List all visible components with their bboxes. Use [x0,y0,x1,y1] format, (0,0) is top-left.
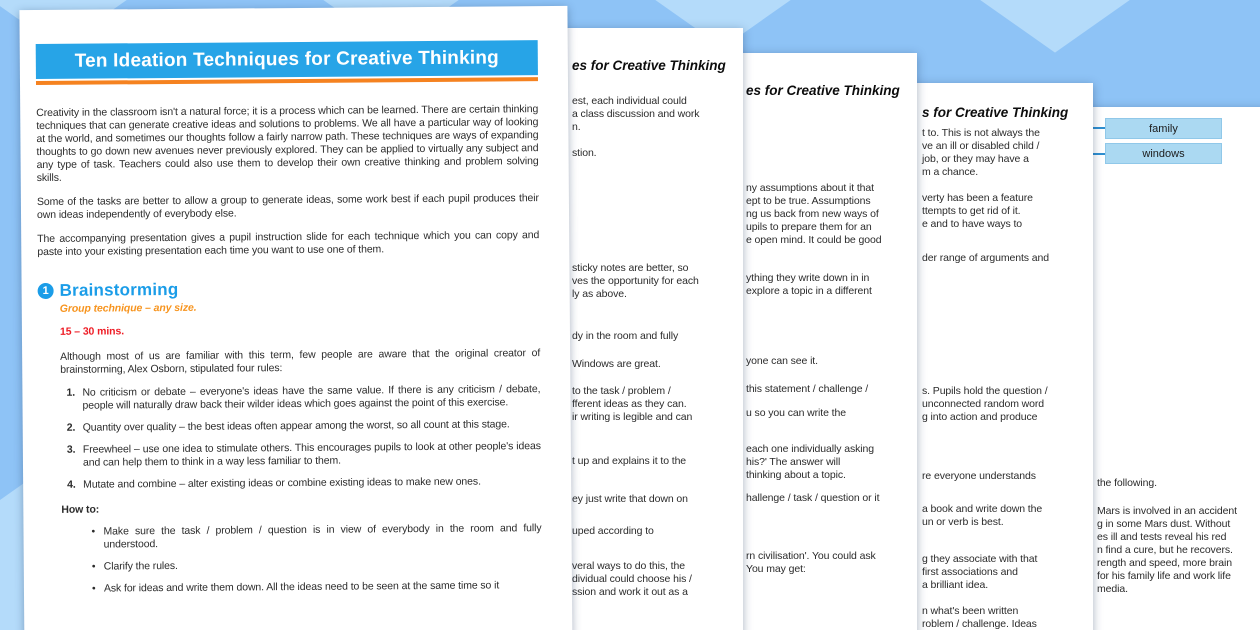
page-title-fragment: s for Creative Thinking [922,105,1069,120]
text-fragment: each one individually asking [746,443,874,455]
text-fragment: est, each individual could [572,95,687,107]
rule-item: Quantity over quality – the best ideas often appear among the worst, so all count at this stage. [82,418,510,434]
topic-tag: windows [1105,143,1222,164]
text-fragment: ey just write that down on [572,493,688,505]
text-fragment: ept to be true. Assumptions [746,195,871,207]
section-lead: Although most of us are familiar with this term, few people are aware that the original creator of brainstorming, Alex Osborn, stipulated four rules: [60,347,541,376]
text-fragment: a brilliant idea. [922,579,989,591]
text-fragment: ves the opportunity for each [572,275,699,287]
topic-tag: family [1105,118,1222,139]
text-fragment: t to. This is not always the [922,127,1040,139]
section-heading: Brainstorming [59,279,179,300]
section-number-badge: 1 [38,283,54,299]
text-fragment: ttempts to get rid of it. [922,205,1021,217]
text-fragment: e open mind. It could be good [746,234,882,246]
text-fragment: his?' The answer will [746,456,841,468]
background-diamond [1213,0,1260,48]
text-fragment: roblem / challenge. Ideas [922,618,1037,630]
text-fragment: un or verb is best. [922,516,1004,528]
text-fragment: ng us back from new ways of [746,208,879,220]
text-fragment: hallenge / task / question or it [746,492,880,504]
text-fragment: a book and write down the [922,503,1043,515]
section-duration: 15 – 30 mins. [59,325,125,338]
text-fragment: ything they write down in in [746,272,870,284]
text-fragment: verty has been a feature [922,192,1033,204]
intro-paragraph: Creativity in the classroom isn't a natural force; it is a process which can be learned. There are certain thinking techniques that can generate creative ideas and solutions to problems. We all have a particular way of looking at the world, and sometimes our thoughts follow a fairly narrow path. These techniques are ways of expanding thoughts to go down new avenues never previously explored. They can be applied to virtually any subject and any type of task. Teachers could also use them to develop their own creative thinking and problem solving skills. [36,103,539,185]
text-fragment: yone can see it. [746,355,818,367]
rule-item: No criticism or debate – everyone's ideas have the same value. If there is any criticism / debate, people will naturally draw back their wilder ideas which goes against the point of this exercise. [82,383,541,412]
text-fragment: ir writing is legible and can [572,411,693,423]
how-to-bullet: • Make sure the task / problem / question is in view of everybody in the room and fully understood. [91,522,541,552]
page-1 [19,6,572,630]
text-fragment: dy in the room and fully [572,330,679,342]
how-to-list [91,522,542,596]
text-fragment: explore a topic in a different [746,285,872,297]
section-subtitle: Group technique – any size. [59,301,197,315]
text-fragment: n what's been written [922,605,1019,617]
rules-list [60,383,541,492]
text-fragment: m a chance. [922,166,979,178]
text-fragment: g in some Mars dust. Without [1097,518,1231,530]
text-fragment: stion. [572,147,597,159]
text-fragment: Mars is involved in an accident [1097,505,1237,517]
how-to-label: How to: [61,503,100,516]
section-heading-row [38,277,540,301]
text-fragment: upils to prepare them for an [746,221,872,233]
text-fragment: rn civilisation'. You could ask [746,550,876,562]
document-title: Ten Ideation Techniques for Creative Thinking [74,47,500,72]
intro-paragraphs [36,103,539,259]
text-fragment: uped according to [572,525,654,537]
text-fragment: g into action and produce [922,411,1038,423]
text-fragment: re everyone understands [922,470,1036,482]
text-fragment: dividual could choose his / [572,573,692,585]
text-fragment: veral ways to do this, the [572,560,685,572]
text-fragment: ssion and work it out as a [572,586,688,598]
text-fragment: ly as above. [572,288,627,300]
section-body [60,299,542,596]
text-fragment: Windows are great. [572,358,661,370]
text-fragment: g they associate with that [922,553,1038,565]
text-fragment: thinking about a topic. [746,469,846,481]
text-fragment: for his family life and work life [1097,570,1231,582]
text-fragment: s. Pupils hold the question / [922,385,1048,397]
text-fragment: es ill and tests reveal his red [1097,531,1227,543]
page-title-fragment: es for Creative Thinking [572,58,726,73]
intro-paragraph: The accompanying presentation gives a pupil instruction slide for each technique which you can copy and paste into your existing presentation each time you want to use one of them. [37,229,540,259]
text-fragment: u so you can write the [746,407,846,419]
text-fragment: this statement / challenge / [746,383,869,395]
text-fragment: ve an ill or disabled child / [922,140,1040,152]
background-diamond [881,0,1230,53]
text-fragment: n. [572,121,581,133]
text-fragment: n find a cure, but he recovers. [1097,544,1233,556]
intro-paragraph: Some of the tasks are better to allow a group to generate ideas, some work best if each pupil produces their own ideas independently of everybody else. [36,192,539,222]
text-fragment: the following. [1097,477,1157,489]
page-title-fragment: es for Creative Thinking [746,83,900,98]
text-fragment: t up and explains it to the [572,455,687,467]
text-fragment: rength and speed, more brain [1097,557,1232,569]
how-to-bullet: • Ask for ideas and write them down. All the ideas need to be seen at the same time so it [92,579,542,596]
section-brainstorming [38,277,542,596]
text-fragment: first associations and [922,566,1018,578]
text-fragment: unconnected random word [922,398,1045,410]
text-fragment: media. [1097,583,1128,595]
text-fragment: sticky notes are better, so [572,262,689,274]
rule-item: Freewheel – use one idea to stimulate others. This encourages pupils to look at other people's ideas and can help them to think in a way less familiar to them. [82,440,541,469]
text-fragment: der range of arguments and [922,252,1049,264]
text-fragment: a class discussion and work [572,108,700,120]
text-fragment: ny assumptions about it that [746,182,874,194]
text-fragment: to the task / problem / [572,385,671,397]
document-title-bar [36,40,538,79]
text-fragment: e and to have ways to [922,218,1023,230]
how-to-bullet: • Clarify the rules. [92,557,542,574]
text-fragment: fferent ideas as they can. [572,398,687,410]
text-fragment: job, or they may have a [922,153,1029,165]
text-fragment: You may get: [746,563,806,575]
rule-item: Mutate and combine – alter existing ideas or combine existing ideas to make new ones. [83,475,481,491]
